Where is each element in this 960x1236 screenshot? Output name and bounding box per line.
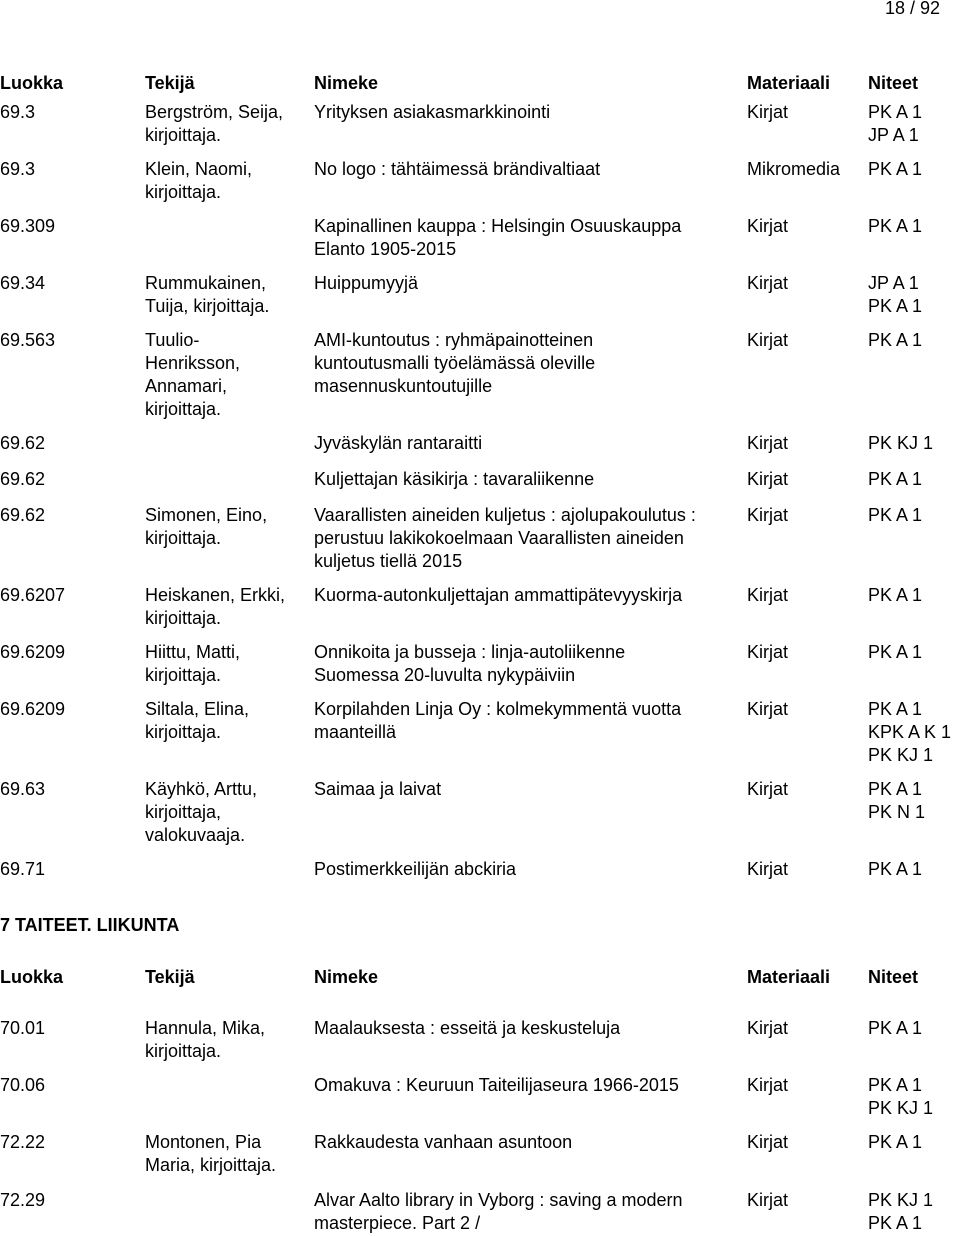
cell-tekija: Klein, Naomi, kirjoittaja.	[145, 159, 253, 202]
cell-niteet: PK A 1	[868, 585, 923, 605]
cell-nimeke: Kapinallinen kauppa : Helsingin Osuuskauppa Elanto 1905-2015	[314, 216, 682, 259]
cell-materiaali: Kirjat	[747, 779, 789, 799]
header-materiaali: Materiaali	[747, 73, 831, 93]
cell-materiaali: Kirjat	[747, 1075, 789, 1095]
cell-nimeke: Saimaa ja laivat	[314, 779, 442, 799]
table-header-2	[0, 966, 960, 989]
cell-niteet: PK A 1	[868, 642, 923, 662]
cell-luokka: 69.6207	[0, 585, 66, 605]
cell-luokka: 69.6209	[0, 642, 66, 662]
cell-niteet: PK A 1	[868, 159, 923, 179]
cell-niteet: PK KJ 1 PK A 1	[868, 1190, 934, 1233]
cell-luokka: 69.63	[0, 779, 46, 799]
header-nimeke: Nimeke	[314, 73, 379, 93]
cell-niteet: PK A 1	[868, 1132, 923, 1152]
cell-nimeke: Maalauksesta : esseitä ja keskusteluja	[314, 1018, 621, 1038]
cell-luokka: 69.34	[0, 273, 46, 293]
cell-niteet: PK A 1	[868, 505, 923, 525]
cell-luokka: 72.29	[0, 1190, 46, 1210]
cell-luokka: 69.309	[0, 216, 56, 236]
cell-nimeke: No logo : tähtäimessä brändivaltiaat	[314, 159, 601, 179]
cell-nimeke: Vaarallisten aineiden kuljetus : ajolupakoulutus : perustuu lakikokoelmaan Vaarallisten aineiden kuljetus tiellä 2015	[314, 505, 696, 571]
cell-luokka: 69.3	[0, 159, 36, 179]
table-header	[0, 72, 960, 95]
page-number: 18 / 92	[884, 0, 940, 18]
cell-niteet: PK A 1	[868, 1018, 923, 1038]
cell-luokka: 70.06	[0, 1075, 46, 1095]
cell-nimeke: Kuorma-autonkuljettajan ammattipätevyyskirja	[314, 585, 683, 605]
cell-materiaali: Kirjat	[747, 505, 789, 525]
cell-materiaali: Kirjat	[747, 1190, 789, 1210]
section-title: 7 TAITEET. LIIKUNTA	[0, 915, 180, 935]
cell-luokka: 69.62	[0, 505, 46, 525]
cell-niteet: JP A 1 PK A 1	[868, 273, 923, 316]
cell-nimeke: Omakuva : Keuruun Taiteilijaseura 1966-2015	[314, 1075, 679, 1095]
header-niteet: Niteet	[868, 967, 919, 987]
cell-tekija: Simonen, Eino, kirjoittaja.	[145, 505, 268, 548]
cell-tekija: Käyhkö, Arttu, kirjoittaja, valokuvaaja.	[145, 779, 258, 845]
cell-materiaali: Kirjat	[747, 699, 789, 719]
header-niteet: Niteet	[868, 73, 919, 93]
cell-materiaali: Kirjat	[747, 273, 789, 293]
cell-tekija: Rummukainen, Tuija, kirjoittaja.	[145, 273, 270, 316]
cell-nimeke: Alvar Aalto library in Vyborg : saving a modern masterpiece. Part 2 /	[314, 1190, 683, 1233]
cell-niteet: PK A 1 JP A 1	[868, 102, 923, 145]
cell-luokka: 69.563	[0, 330, 56, 350]
cell-niteet: PK KJ 1	[868, 433, 934, 453]
header-luokka: Luokka	[0, 967, 64, 987]
cell-niteet: PK A 1	[868, 469, 923, 489]
header-luokka: Luokka	[0, 73, 64, 93]
header-tekija: Tekijä	[145, 73, 195, 93]
header-nimeke: Nimeke	[314, 967, 379, 987]
cell-materiaali: Kirjat	[747, 102, 789, 122]
cell-nimeke: Kuljettajan käsikirja : tavaraliikenne	[314, 469, 595, 489]
cell-materiaali: Mikromedia	[747, 159, 841, 179]
cell-niteet: PK A 1	[868, 216, 923, 236]
cell-luokka: 69.6209	[0, 699, 66, 719]
cell-nimeke: Onnikoita ja busseja : linja-autoliikenne Suomessa 20-luvulta nykypäiviin	[314, 642, 626, 685]
cell-luokka: 69.71	[0, 859, 46, 879]
cell-tekija: Montonen, Pia Maria, kirjoittaja.	[145, 1132, 277, 1175]
cell-luokka: 72.22	[0, 1132, 46, 1152]
cell-nimeke: Rakkaudesta vanhaan asuntoon	[314, 1132, 573, 1152]
cell-niteet: PK A 1 PK N 1	[868, 779, 926, 822]
cell-tekija: Tuulio- Henriksson, Annamari, kirjoittaja.	[145, 330, 241, 419]
cell-nimeke: Postimerkkeilijän abckiria	[314, 859, 517, 879]
cell-materiaali: Kirjat	[747, 216, 789, 236]
cell-tekija: Hiittu, Matti, kirjoittaja.	[145, 642, 241, 685]
cell-materiaali: Kirjat	[747, 585, 789, 605]
cell-nimeke: AMI-kuntoutus : ryhmäpainotteinen kuntoutusmalli työelämässä oleville masennuskuntoutujille	[314, 330, 596, 396]
cell-tekija: Hannula, Mika, kirjoittaja.	[145, 1018, 266, 1061]
cell-tekija: Heiskanen, Erkki, kirjoittaja.	[145, 585, 286, 628]
cell-nimeke: Huippumyyjä	[314, 273, 419, 293]
header-tekija: Tekijä	[145, 967, 195, 987]
cell-niteet: PK A 1	[868, 330, 923, 350]
cell-luokka: 69.62	[0, 433, 46, 453]
cell-materiaali: Kirjat	[747, 1018, 789, 1038]
cell-tekija: Bergström, Seija, kirjoittaja.	[145, 102, 284, 145]
cell-materiaali: Kirjat	[747, 433, 789, 453]
cell-luokka: 70.01	[0, 1018, 46, 1038]
cell-materiaali: Kirjat	[747, 1132, 789, 1152]
cell-nimeke: Jyväskylän rantaraitti	[314, 433, 483, 453]
cell-niteet: PK A 1	[868, 859, 923, 879]
cell-niteet: PK A 1 PK KJ 1	[868, 1075, 934, 1118]
cell-materiaali: Kirjat	[747, 859, 789, 879]
cell-materiaali: Kirjat	[747, 469, 789, 489]
cell-materiaali: Kirjat	[747, 330, 789, 350]
cell-materiaali: Kirjat	[747, 642, 789, 662]
cell-tekija: Siltala, Elina, kirjoittaja.	[145, 699, 250, 742]
cell-nimeke: Korpilahden Linja Oy : kolmekymmentä vuotta maanteillä	[314, 699, 682, 742]
cell-luokka: 69.3	[0, 102, 36, 122]
cell-nimeke: Yrityksen asiakasmarkkinointi	[314, 102, 551, 122]
cell-niteet: PK A 1 KPK A K 1 PK KJ 1	[868, 699, 952, 765]
header-materiaali: Materiaali	[747, 967, 831, 987]
cell-luokka: 69.62	[0, 469, 46, 489]
